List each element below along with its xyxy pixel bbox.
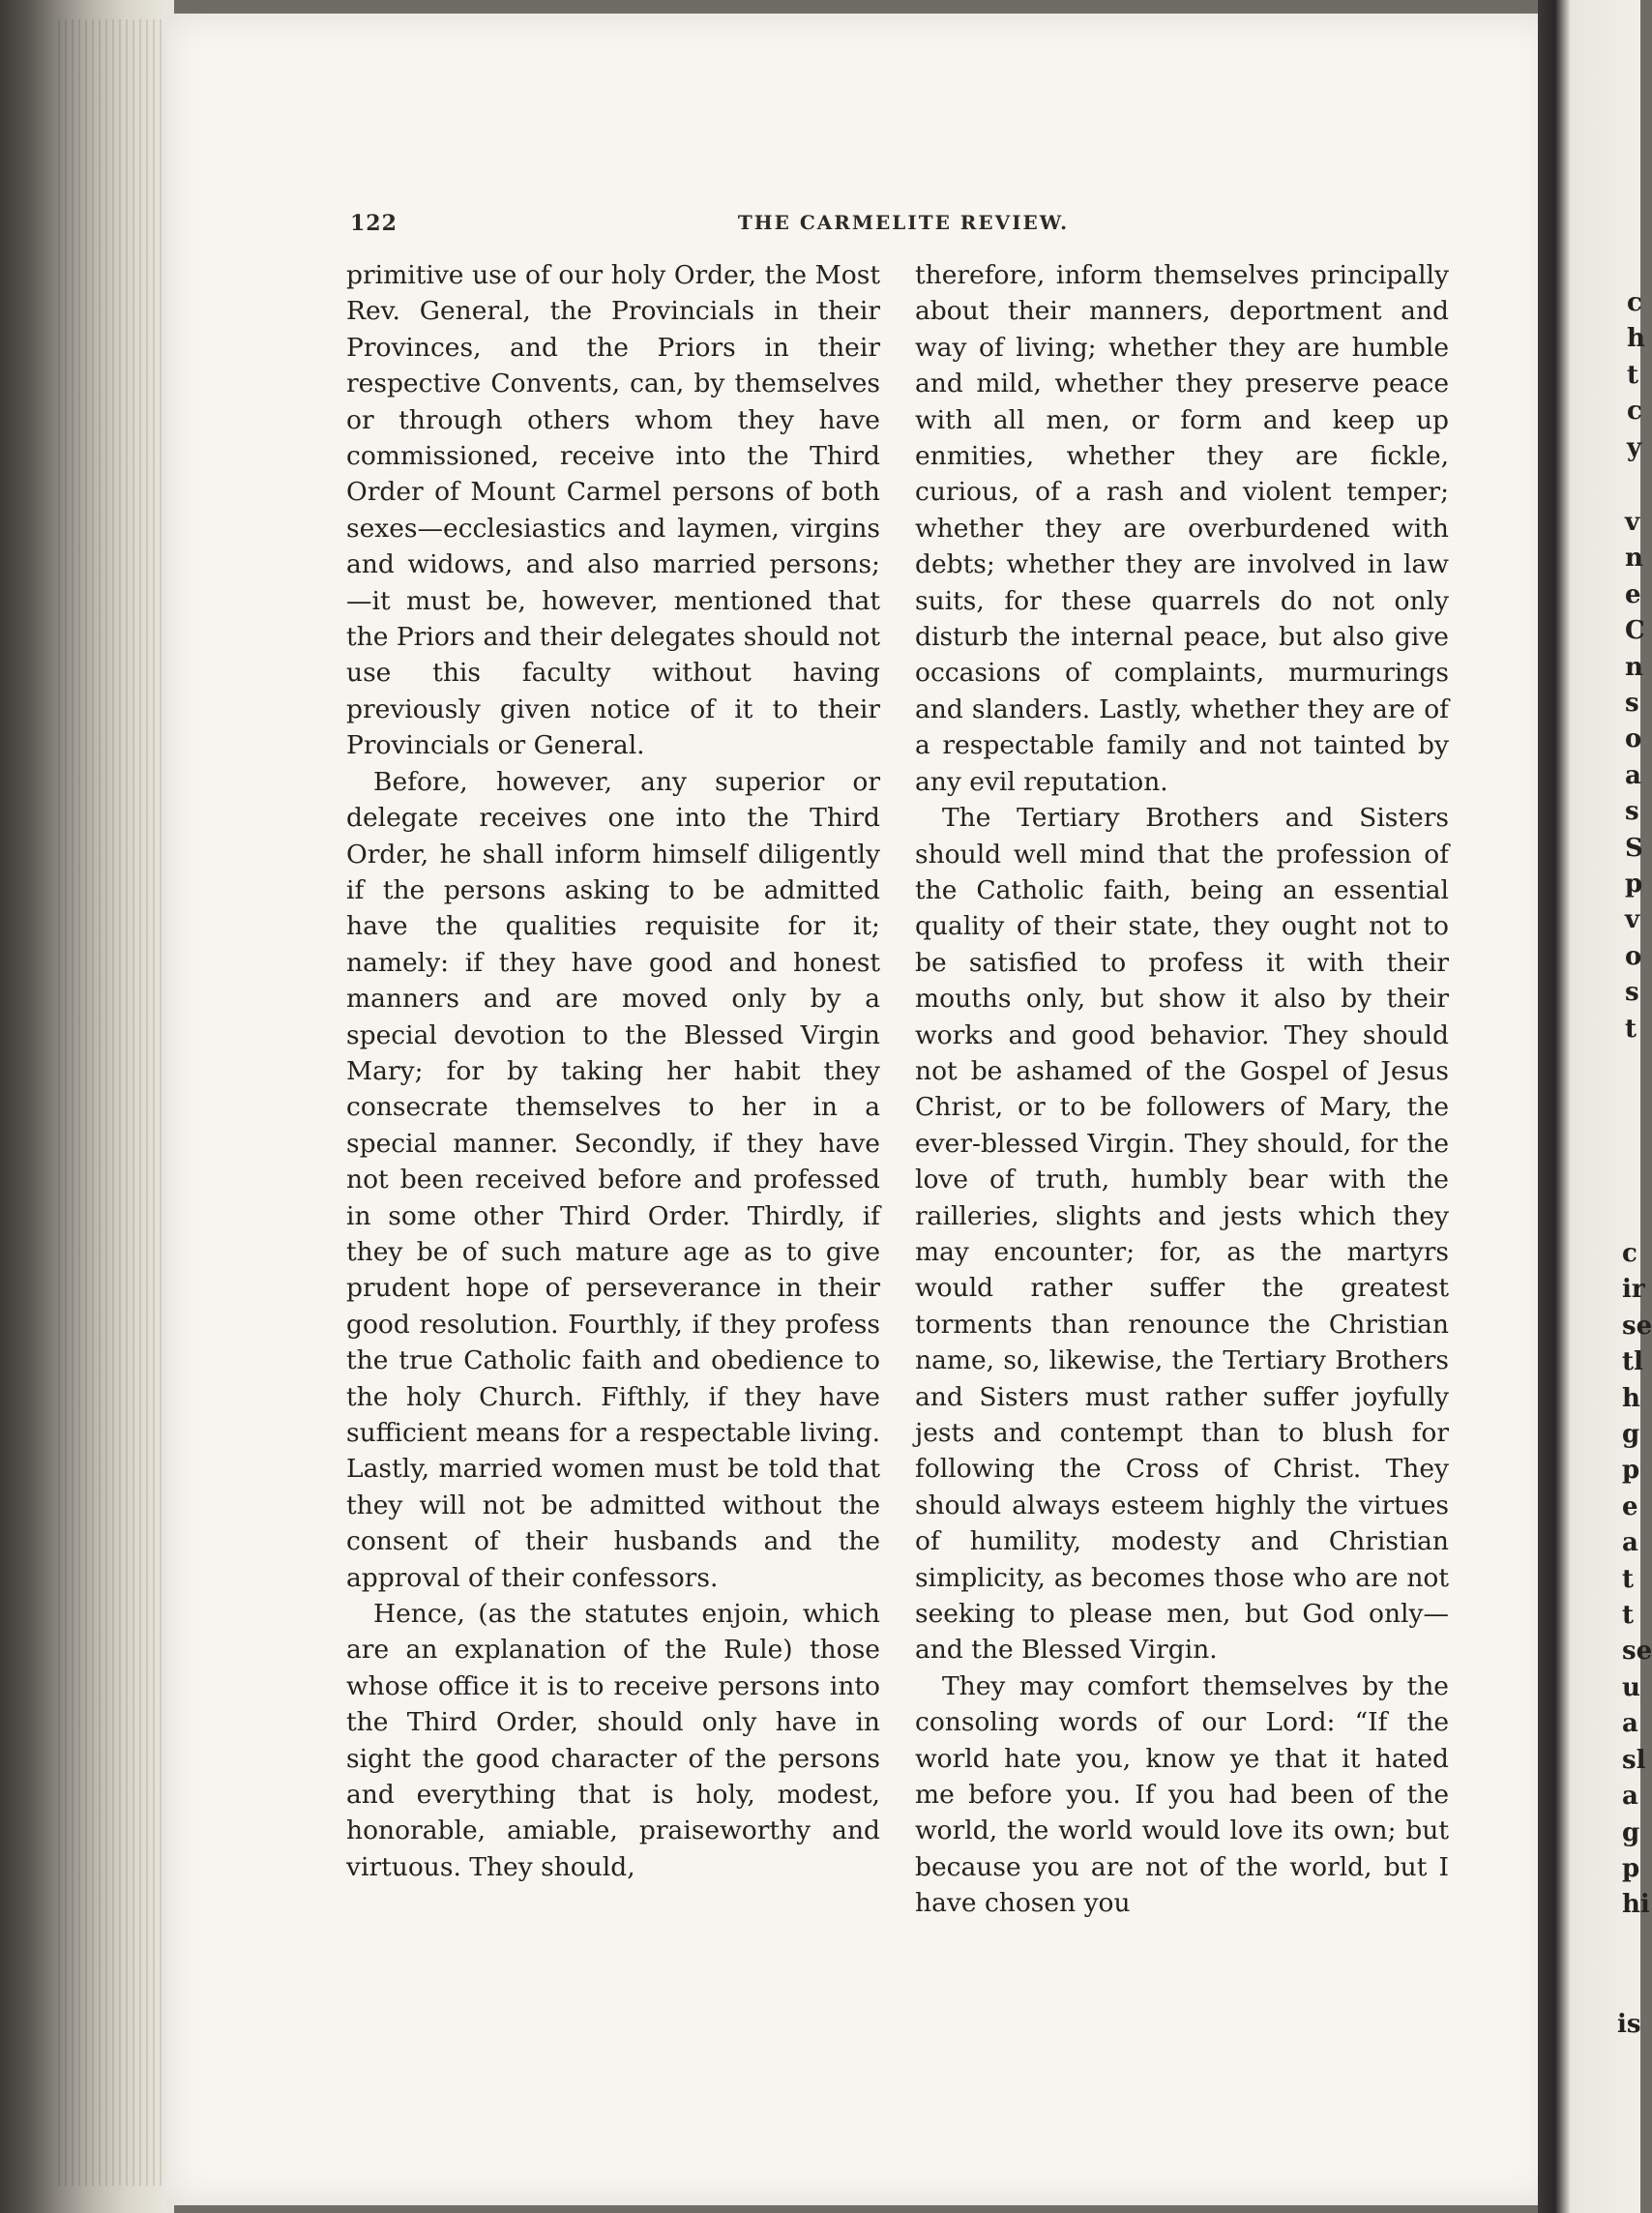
fragment-line: t: [1622, 1564, 1635, 1594]
fragment-line: e: [1622, 1491, 1638, 1521]
fragment-line: h: [1622, 1383, 1640, 1413]
fragment-line: n: [1625, 544, 1643, 574]
fragment-line: t: [1622, 1601, 1635, 1631]
paragraph: The Tertiary Brothers and Sisters should well mind that the profession of the Catholic faith, being an essential quality of their state, they ought not to be satisfied to profess it with their mouths only, but show it also by their works and good behavior. They should not be ashamed of the Gospel of Jesus Christ, or to be followers of Mary, the ever-blessed Virgin. They should, for the love of truth, humbly bear with the railleries, slights and jests which they may encounter; for, as the martyrs would rather suffer the greatest torments than renounce the Christian name, so, likewise, the Tertiary Brothers and Sisters must rather suffer joyfully jests and contempt than to blush for following the Cross of Christ. They should always esteem highly the virtues of humility, modesty and Christian simplicity, as becomes those who are not seeking to please men, but God only—and the Blessed Virgin.: [915, 803, 1449, 1666]
fragment-line: t: [1625, 1014, 1637, 1044]
fragment-line: s: [1625, 797, 1639, 827]
fragment-line: u: [1622, 1672, 1640, 1702]
fragment-line: c: [1622, 1239, 1637, 1268]
fragment-line: a: [1622, 1528, 1638, 1558]
fragment-line: e: [1625, 579, 1641, 609]
fragment-line: p: [1622, 1853, 1640, 1883]
fragment-line: C: [1625, 616, 1645, 646]
running-head: THE CARMELITE REVIEW.: [737, 211, 1070, 234]
fragment-line: c: [1627, 288, 1642, 317]
fragment-line: v: [1625, 905, 1640, 935]
paragraph: therefore, inform themselves principally about their manners, deportment and way of living; whether they are humble and mild, whether they preserve peace with all men, or form and keep up enmities, whether they are fickle, curious, of a rash and violent temper; whether they are overburdened with debts; whether they are involved in law suits, for these quarrels do not only disturb the internal peace, but also give occasions of complaints, murmurings and slanders. Lastly, whether they are of a respectable family and not tainted by any evil reputation.: [915, 260, 1449, 797]
fragment-line: p: [1622, 1456, 1640, 1486]
fragment-line: h: [1627, 324, 1645, 354]
fragment-line: y: [1627, 432, 1642, 462]
fragment-line: s: [1625, 978, 1639, 1008]
next-page-fragment-end: [1617, 2007, 1641, 2043]
page-number: 122: [350, 211, 398, 236]
paragraph: Hence, (as the statutes enjoin, which are an explanation of the Rule) those whose office it is to receive persons into the Third Order, should only have in sight the good character of the persons and everything that is holy, modest, honorable, amiable, praiseworthy and virtuous. They should,: [346, 1599, 880, 1882]
fragment-line: o: [1625, 724, 1642, 754]
fragment-line: se: [1622, 1637, 1652, 1667]
fragment-line: g: [1622, 1420, 1640, 1450]
fragment-line: S: [1625, 833, 1643, 863]
fragment-line: hi: [1622, 1890, 1650, 1920]
paragraph: They may comfort themselves by the consoling words of our Lord: “If the world hate you, know ye that it hated me before you. If you had been of the world, the world would love its own; but because you are not of the world, but I have chosen you: [915, 1670, 1449, 1919]
fragment-line: s: [1625, 689, 1639, 719]
fragment-line: sl: [1622, 1745, 1646, 1775]
next-page-fragment-lower: [1622, 1236, 1652, 1924]
fragment-line: n: [1625, 652, 1643, 682]
paragraph: primitive use of our holy Order, the Most Rev. General, the Provincials in their Provinces, and the Priors in their respective Convents, can, by themselves or through others whom they have commissioned, receive into the Third Order of Mount Carmel persons of both sexes—ecclesiastics and laymen, virgins and widows, and also married persons;—it must be, however, mentioned that the Priors and their delegates should not use this faculty without having previously given notice of it to their Provincials or General.: [346, 260, 880, 761]
page-stack-edges: [58, 19, 164, 2186]
fragment-line: v: [1625, 508, 1640, 537]
page-header: [350, 211, 1453, 250]
fragment-line: p: [1625, 870, 1643, 900]
fragment-line: c: [1627, 397, 1642, 427]
next-page-fragment-top: [1627, 285, 1645, 466]
fragment-line: g: [1622, 1817, 1640, 1847]
fragment-line: a: [1622, 1709, 1638, 1739]
paragraph: Before, however, any superior or delegate receives one into the Third Order, he shall inform himself diligently if the persons asking to be admitted have the qualities requisite for it; namely: if they have good and honest manners and are moved only by a special devotion to the Blessed Virgin Mary; for by taking her habit they consecrate themselves to her in a special manner. Secondly, if they have not been received before and professed in some other Third Order. Thirdly, if they be of such mature age as to give prudent hope of perseverance in their good resolution. Fourthly, if they profess the true Catholic faith and obedience to the holy Church. Fifthly, if they have sufficient means for a respectable living. Lastly, married women must be told that they will not be admitted without the consent of their husbands and the approval of their confessors.: [346, 766, 880, 1593]
fragment-line: se: [1622, 1311, 1652, 1341]
fragment-line: ir: [1622, 1275, 1645, 1305]
left-column: [346, 257, 880, 1885]
next-page-fragment-middle: [1625, 505, 1645, 1047]
fragment-line: is: [1617, 2010, 1641, 2039]
fragment-line: a: [1625, 760, 1641, 790]
fragment-line: tl: [1622, 1347, 1643, 1377]
fragment-line: a: [1622, 1782, 1638, 1812]
fragment-line: o: [1625, 941, 1642, 971]
right-column: [915, 257, 1449, 1922]
fragment-line: t: [1627, 360, 1639, 390]
